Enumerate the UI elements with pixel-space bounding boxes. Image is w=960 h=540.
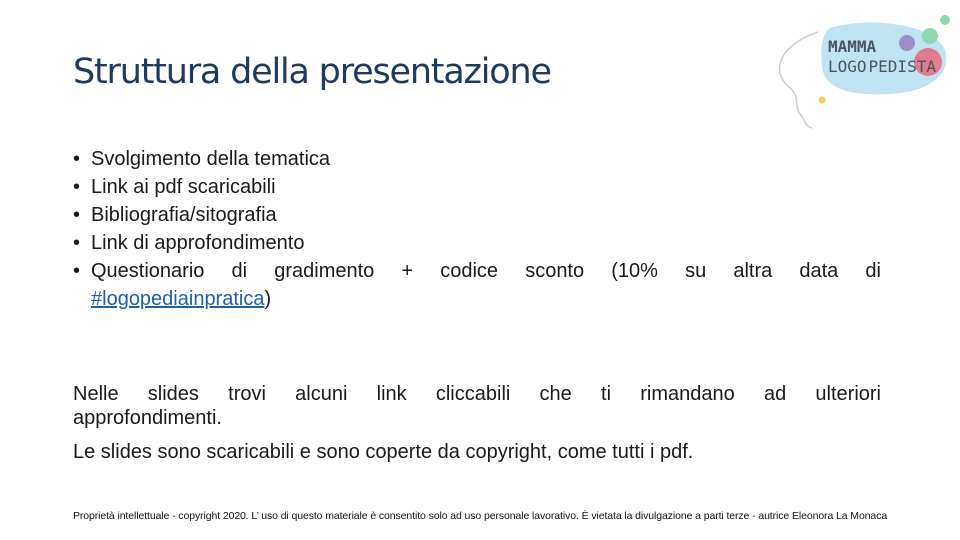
bullet-item: • Link ai pdf scaricabili: [73, 173, 881, 201]
bullet-item: • Bibliografia/sitografia: [73, 201, 881, 229]
green-dot: [922, 28, 938, 44]
questionnaire-text: • Questionario di gradimento + codice sconto (10% su altra data di: [91, 260, 881, 282]
logopediainpratica-link[interactable]: #logopediainpratica: [91, 288, 265, 310]
links-paragraph: [73, 382, 881, 430]
links-paragraph-line2: approfondimenti.: [73, 407, 222, 429]
closing-paren: ): [264, 288, 272, 310]
bullet-list: [73, 145, 881, 313]
links-paragraph-line1: Nelle slides trovi alcuni link cliccabili che ti rimandano ad ulteriori: [73, 383, 881, 405]
slide-title: Struttura della presentazione: [73, 52, 551, 92]
bullet-item: • Link di approfondimento: [73, 229, 881, 257]
face-profile-line: [779, 32, 818, 128]
purple-dot: [899, 35, 915, 51]
footer-copyright: Proprietà intellettuale - copyright 2020. L’ uso di questo materiale è consentito solo ad uso personale lavorativo. È vietata la divulgazione a parti terze - autrice Eleonora La Monaca: [72, 510, 888, 522]
logo-text-logopedista: LOGO PEDISTA: [828, 57, 936, 76]
copyright-paragraph: Le slides sono scaricabili e sono coperte da copyright, come tutti i pdf.: [73, 441, 694, 463]
green-small-dot: [940, 15, 950, 25]
bullet-item: • Svolgimento della tematica: [73, 145, 881, 173]
mamma-logopedista-logo: [760, 10, 960, 130]
bullet-item-questionnaire: [73, 257, 881, 313]
logo-text-mamma: MAMMA: [828, 37, 877, 56]
yellow-dot: [819, 97, 826, 104]
